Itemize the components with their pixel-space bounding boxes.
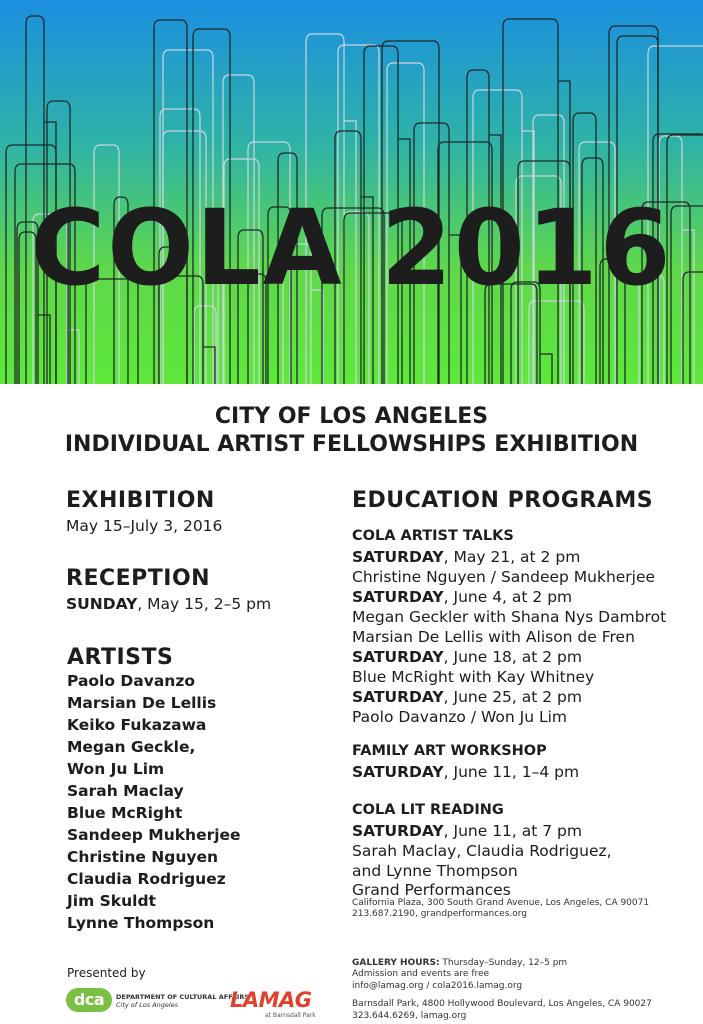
talk-date: SATURDAY, June 4, at 2 pm [352, 588, 573, 606]
lit-readers-line-1: Sarah Maclay, Claudia Rodriguez, [352, 842, 612, 860]
lamag-logo-subtitle: at Barnsdall Park [265, 1012, 316, 1019]
skyline-building-outline [529, 301, 596, 384]
artist-name: Sandeep Mukherjee [67, 826, 241, 844]
artist-name: Christine Nguyen [67, 848, 219, 866]
talk-speakers: Marsian De Lellis with Alison de Fren [352, 628, 635, 646]
talk-date: SATURDAY, June 25, at 2 pm [352, 688, 582, 706]
presented-by-label: Presented by [67, 966, 146, 980]
artist-name: Marsian De Lellis [67, 694, 217, 712]
venue-contact: 213.687.2190, grandperformances.org [352, 909, 527, 919]
talk-speakers: Blue McRight with Kay Whitney [352, 668, 595, 686]
talk-speakers: Christine Nguyen / Sandeep Mukherjee [352, 568, 656, 586]
hero-title: COLA 2016 [30, 187, 673, 309]
reception-heading: RECEPTION [66, 566, 211, 591]
artist-name: Lynne Thompson [67, 914, 215, 932]
workshop-date: SATURDAY, June 11, 1–4 pm [352, 763, 580, 781]
exhibition-dates: May 15–July 3, 2016 [66, 517, 223, 535]
artists-list [67, 670, 241, 934]
gallery-hours: GALLERY HOURS: Thursday–Sunday, 12–5 pm [352, 958, 568, 968]
talk-date: SATURDAY, June 18, at 2 pm [352, 648, 582, 666]
talk-date: SATURDAY, May 21, at 2 pm [352, 548, 581, 566]
artists-heading: ARTISTS [67, 645, 174, 670]
talk-speakers: Megan Geckler with Shana Nys Dambrot [352, 608, 667, 626]
venue-address: California Plaza, 300 South Grand Avenue, Los Angeles, CA 90071 [352, 898, 650, 908]
artist-name: Claudia Rodriguez [67, 870, 226, 888]
workshop-heading: FAMILY ART WORKSHOP [352, 743, 547, 759]
lamag-logo: LAMAG [230, 988, 312, 1012]
venue-name: Grand Performances [352, 881, 511, 899]
lamag-address: Barnsdall Park, 4800 Hollywood Boulevard, Los Angeles, CA 90027 [352, 999, 652, 1009]
lit-reading-date: SATURDAY, June 11, at 7 pm [352, 822, 582, 840]
subtitle-line-1: CITY OF LOS ANGELES [214, 404, 489, 429]
dca-name-line-2: City of Los Angeles [116, 1001, 179, 1009]
subtitle-line-2: INDIVIDUAL ARTIST FELLOWSHIPS EXHIBITION [64, 432, 639, 457]
lamag-phone: 323.644.6269, lamag.org [352, 1011, 467, 1021]
artist-name: Paolo Davanzo [67, 672, 196, 690]
dca-name-line-1: DEPARTMENT OF CULTURAL AFFAIRS [116, 993, 250, 1001]
artist-name: Keiko Fukazawa [67, 716, 207, 734]
exhibition-heading: EXHIBITION [66, 488, 215, 513]
artist-name: Megan Geckle, [67, 738, 196, 756]
contact-info: info@lamag.org / cola2016.lamag.org [352, 981, 523, 991]
artist-name: Won Ju Lim [67, 760, 165, 778]
education-heading: EDUCATION PROGRAMS [352, 488, 654, 513]
artist-name: Sarah Maclay [67, 782, 184, 800]
lit-readers-line-2: and Lynne Thompson [352, 862, 518, 880]
artist-talks-heading: COLA ARTIST TALKS [352, 528, 514, 544]
hero-banner [0, 0, 703, 384]
reception-time: SUNDAY, May 15, 2–5 pm [66, 595, 272, 613]
artist-name: Jim Skuldt [67, 892, 156, 910]
artist-name: Blue McRight [67, 804, 183, 822]
dca-logo: dca [66, 988, 112, 1012]
talk-speakers: Paolo Davanzo / Won Ju Lim [352, 708, 567, 726]
admission-note: Admission and events are free [352, 969, 490, 979]
lit-reading-heading: COLA LIT READING [352, 802, 504, 818]
